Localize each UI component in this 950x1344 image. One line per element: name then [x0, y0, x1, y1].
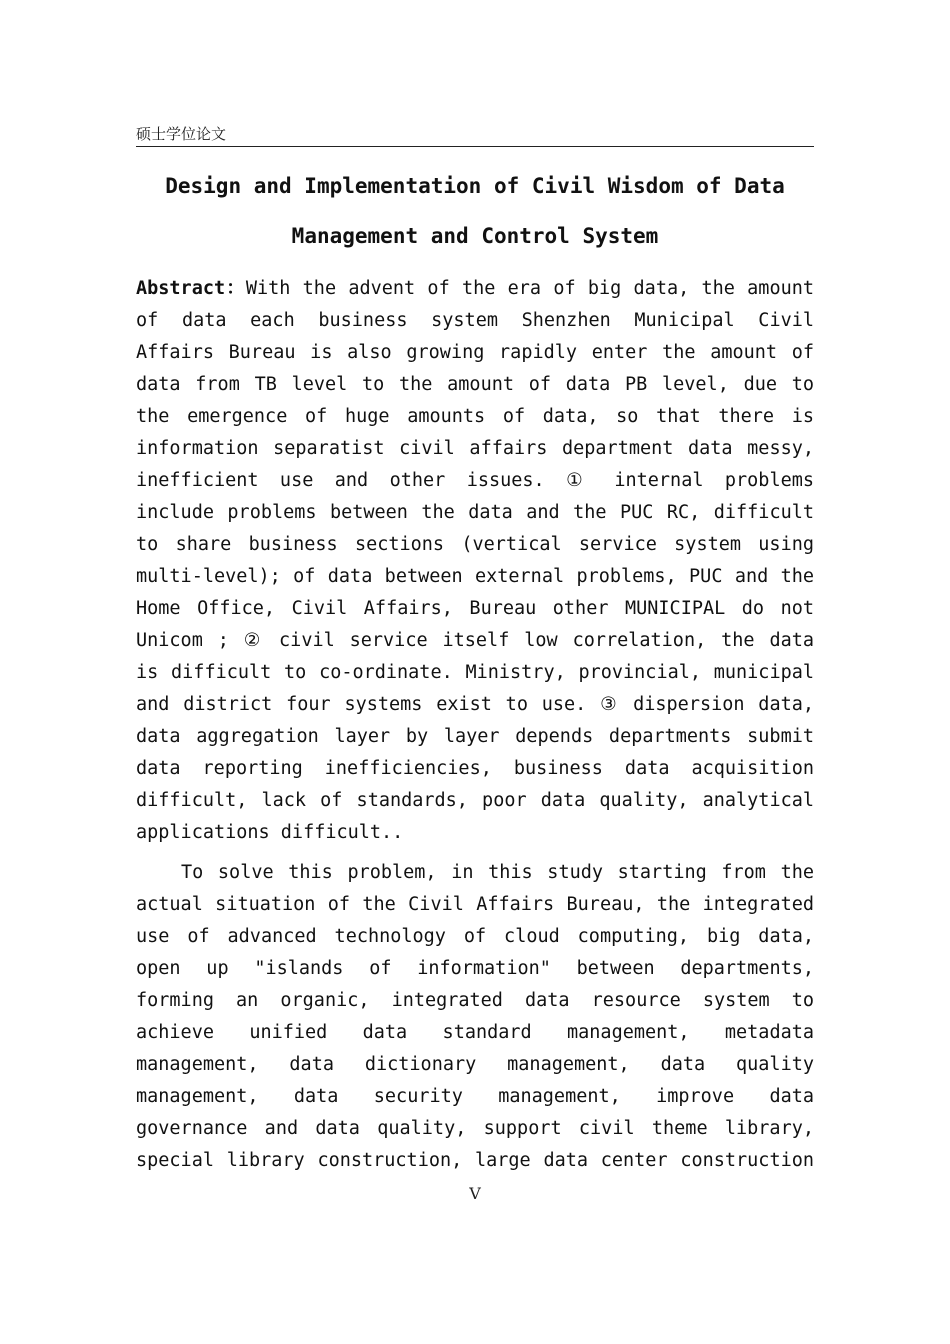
paragraph-line: management, data security management, improve data — [136, 1086, 814, 1107]
abstract-line: multi-level); of data between external problems, PUC and the — [136, 566, 814, 587]
abstract-line: information separatist civil affairs department data messy, — [136, 438, 814, 459]
paragraph-line: open up "islands of information" between departments, — [136, 958, 814, 979]
abstract-line: of data each business system Shenzhen Municipal Civil — [136, 310, 814, 331]
thesis-title-line-2: Management and Control System — [291, 224, 659, 248]
abstract-line: data reporting inefficiencies, business data acquisition — [136, 758, 814, 779]
paragraph-line: governance and data quality, support civil theme library, — [136, 1118, 814, 1139]
abstract-line: data aggregation layer by layer depends departments submit — [136, 726, 814, 747]
abstract-line: and district four systems exist to use. ③ dispersion data, — [136, 694, 814, 715]
page-number: V — [469, 1184, 481, 1203]
abstract-line: is difficult to co-ordinate. Ministry, provincial, municipal — [136, 662, 814, 683]
abstract-line: Home Office, Civil Affairs, Bureau other MUNICIPAL do not — [136, 598, 814, 619]
running-title: 硕士学位论文 — [136, 125, 227, 143]
abstract-line — [136, 273, 814, 305]
abstract-paragraph — [136, 273, 814, 849]
abstract-label: Abstract： — [136, 278, 246, 299]
abstract-line-text: With the advent of the era of big data, the amount — [245, 278, 814, 299]
abstract-line: to share business sections (vertical service system using — [136, 534, 814, 555]
thesis-title-line-1: Design and Implementation of Civil Wisdom of Data — [165, 174, 785, 198]
paragraph-line: use of advanced technology of cloud computing, big data, — [136, 926, 814, 947]
abstract-line: data from TB level to the amount of data PB level, due to — [136, 374, 814, 395]
paragraph-line: special library construction, large data center construction — [136, 1150, 814, 1171]
abstract-line: Affairs Bureau is also growing rapidly enter the amount of — [136, 342, 814, 363]
paragraph-line: forming an organic, integrated data resource system to — [136, 990, 814, 1011]
abstract-line: applications difficult.. — [136, 822, 404, 843]
abstract-line: include problems between the data and the PUC RC, difficult — [136, 502, 814, 523]
paragraph-line: actual situation of the Civil Affairs Bureau, the integrated — [136, 894, 814, 915]
abstract-line: the emergence of huge amounts of data, so that there is — [136, 406, 814, 427]
running-header — [136, 124, 814, 147]
body-paragraph — [136, 857, 814, 1177]
paragraph-line: achieve unified data standard management, metadata — [136, 1022, 814, 1043]
paragraph-line: management, data dictionary management, data quality — [136, 1054, 814, 1075]
abstract-line: inefficient use and other issues. ① internal problems — [136, 470, 814, 491]
paragraph-line: To solve this problem, in this study starting from the — [181, 862, 814, 883]
abstract-line: difficult, lack of standards, poor data quality, analytical — [136, 790, 814, 811]
abstract-line: Unicom ; ② civil service itself low correlation, the data — [136, 630, 814, 651]
